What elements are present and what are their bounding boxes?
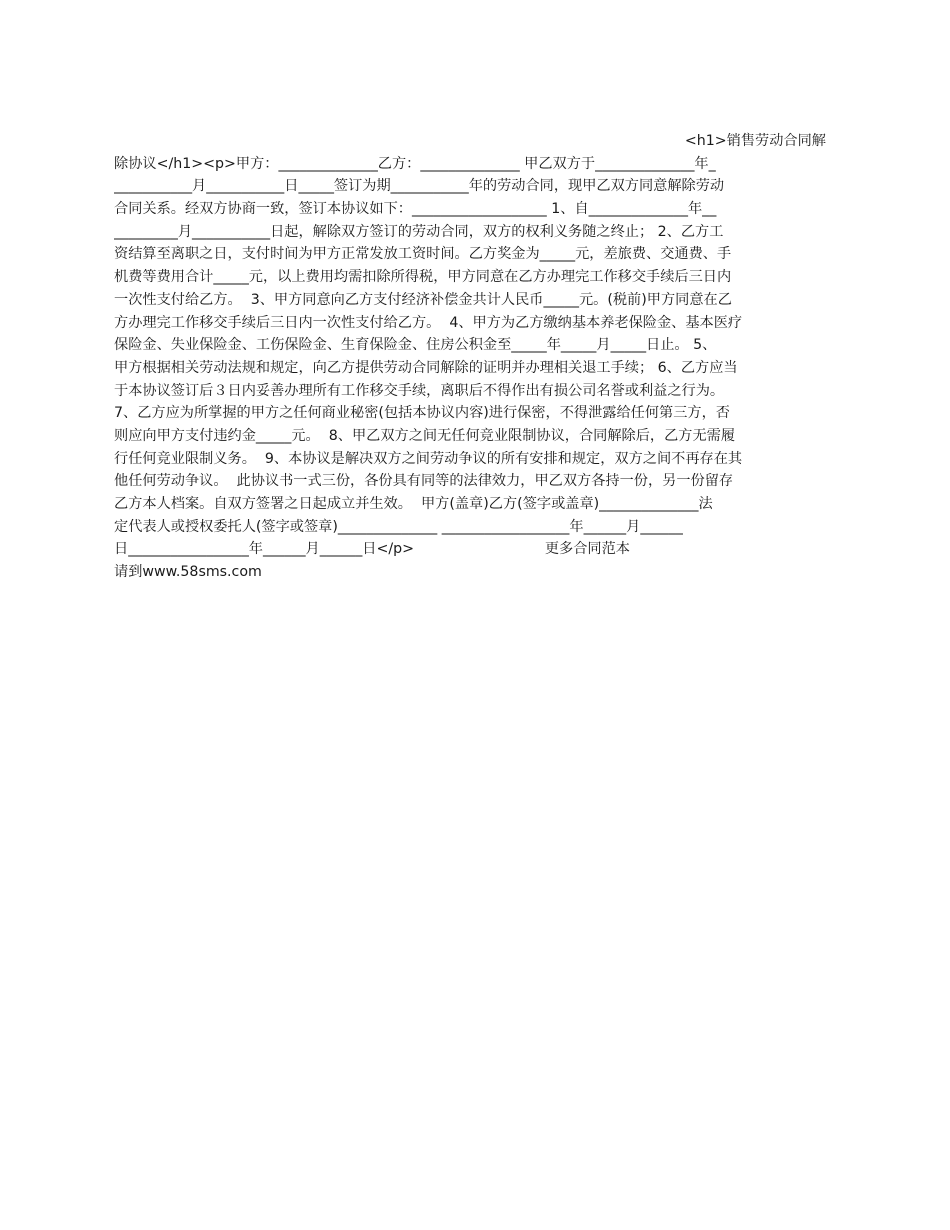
body-line: 除协议</h1><p>甲方：______________乙方：______________ 甲乙双方于______________年_	[114, 155, 716, 172]
body-line: 他任何劳动争议。 此协议书一式三份，各份具有同等的法律效力，甲乙双方各持一份，另一份留存	[114, 473, 734, 490]
agreement-text	[114, 130, 836, 584]
body-line: 甲方根据相关劳动法规和规定，向乙方提供劳动合同解除的证明并办理相关退工手续； 6、乙方应当	[114, 359, 738, 376]
body-line: 方办理完工作移交手续后三日内一次性支付给乙方。 4、甲方为乙方缴纳基本养老保险金、基本医疗	[114, 314, 743, 331]
body-line: 行任何竞业限制义务。 9、本协议是解决双方之间劳动争议的所有安排和规定，双方之间不再存在其	[114, 450, 743, 467]
title-line: <h1>销售劳动合同解	[684, 133, 826, 149]
body-line: 保险金、失业保险金、工伤保险金、生育保险金、住房公积金至_____年_____月_____日止。 5、	[114, 337, 717, 354]
body-line: 资结算至离职之日，支付时间为甲方正常发放工资时间。乙方奖金为_____元，差旅费、交通费、手	[114, 246, 732, 263]
body-line: 机费等费用合计_____元，以上费用均需扣除所得税，甲方同意在乙方办理完工作移交手续后三日内	[114, 269, 732, 286]
body-line: ___________月___________日_____签订为期___________年的劳动合同，现甲乙双方同意解除劳动	[114, 178, 725, 195]
body-line: 一次性支付给乙方。 3、甲方同意向乙方支付经济补偿金共计人民币_____元。(税前)甲方同意在乙	[114, 291, 732, 308]
body-line: 日_________________年______月______日</p> 更多合同范本	[114, 541, 630, 558]
body-line: 乙方本人档案。自双方签署之日起成立并生效。 甲方(盖章)乙方(签字或盖章)______________法	[114, 496, 713, 512]
body-line: 于本协议签订后３日内妥善办理所有工作移交手续，离职后不得作出有损公司名誉或利益之行为。	[114, 382, 725, 399]
body-line: 合同关系。经双方协商一致，签订本协议如下：___________________ 1、自______________年__	[114, 201, 717, 218]
footer-line: 请到www.58sms.com	[114, 564, 262, 581]
body-line: 定代表人或授权委托人(签字或签章)______________ __________________年______月______	[114, 518, 683, 535]
body-line: 则应向甲方支付违约金_____元。 8、甲乙双方之间无任何竞业限制协议，合同解除后，乙方无需履	[114, 427, 736, 444]
body-line: _________月___________日起，解除双方签订的劳动合同，双方的权利义务随之终止； 2、乙方工	[114, 223, 724, 240]
body-line: 7、乙方应为所掌握的甲方之任何商业秘密(包括本协议内容)进行保密，不得泄露给任何第三方，否	[114, 405, 730, 422]
